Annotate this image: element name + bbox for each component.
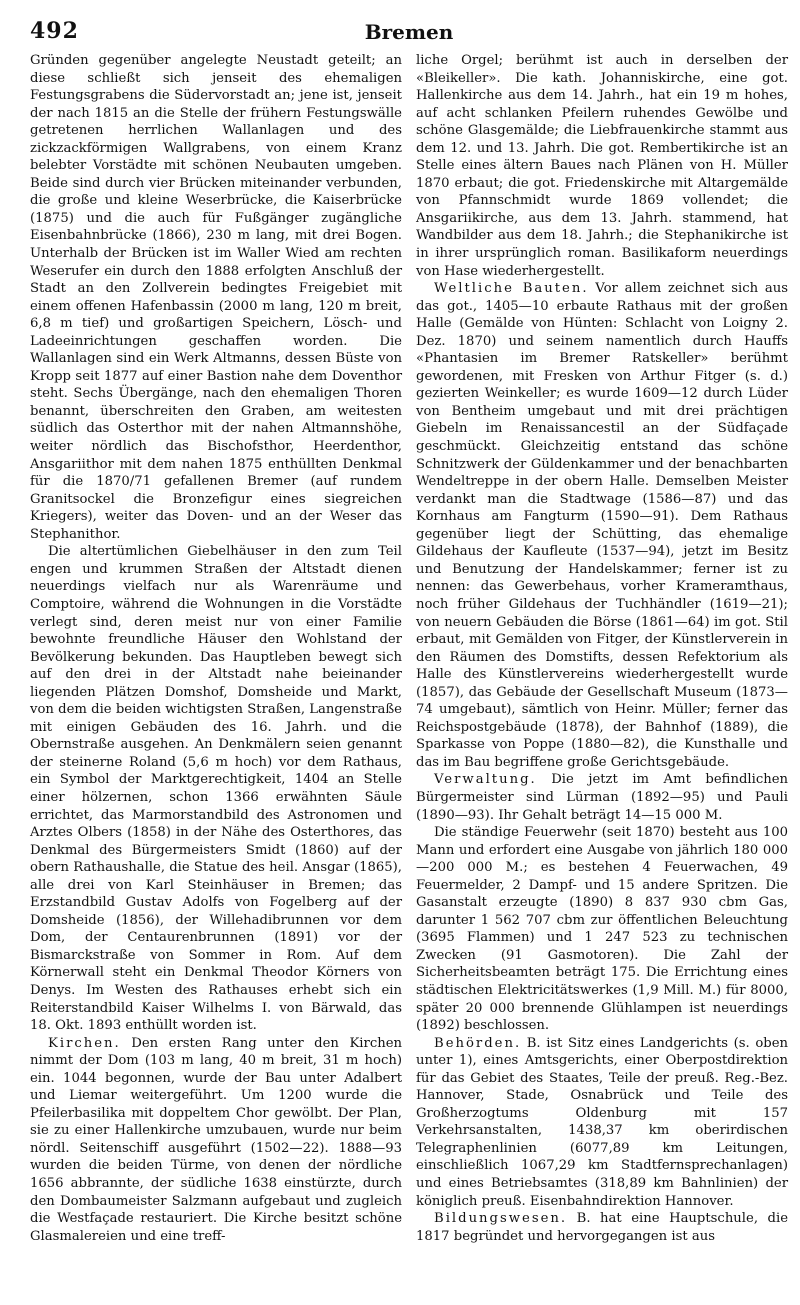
paragraph-weltliche-bauten <box>416 280 788 771</box>
page-header <box>30 18 788 54</box>
paragraph-kirchen <box>30 1035 402 1246</box>
paragraph-text: B. hat eine Hauptschule, die 1817 begründet und hervorgegangen ist aus <box>416 1211 788 1244</box>
section-label: Bildungswesen. <box>434 1211 568 1227</box>
section-label: Weltliche Bauten. <box>434 281 589 297</box>
running-title: Bremen <box>364 20 454 44</box>
paragraph-text: Die jetzt im Amt befindlichen Bürgermeister sind Lürman (1892—95) und Pauli (1890—93). Ihr Gehalt beträgt 14—15 000 M. <box>416 772 788 823</box>
paragraph-text: Vor allem zeichnet sich aus das got., 1405—10 erbaute Rathaus mit der großen Halle (Gemälde von Hünten: Schlacht von Loigny 2. Dez. 1870) und seinem namentlich durch Hauffs «Phantasien im Bremer Ratskeller» berühmt gewordenen, mit Fresken von Arthur Fitger (s. d.) gezierten Weinkeller; es wurde 1609—12 durch Lüder von Bentheim umgebaut und mit drei prächtigen Giebeln im Renaissancestil an der Südfaçade geschmückt. Gleichzeitig entstand das schöne Schnitzwerk der Güldenkammer und der benachbarten Wendeltreppe in der obern Halle. Demselben Meister verdankt man die Stadtwage (1586—87) und das Kornhaus am Fangturm (1590—91). Dem Rathaus gegenüber liegt der Schütting, das ehemalige Gildehaus der Kaufleute (1537—94), jetzt im Besitz und Benutzung der Handelskammer; ferner ist zu nennen: das Gewerbehaus, vorher Krameramthaus, noch früher Gildehaus der Tuchhändler (1619—21); von neuern Gebäuden die Börse (1861—64) im got. Stil erbaut, mit Gemälden von Fitger, der Künstlerverein in den Räumen des Domstifts, dessen Refektorium als Halle des Künstlervereins wiederhergestellt wurde (1857), das Gebäude der Gesellschaft Museum (1873—74 umgebaut), sämtlich von Heinr. Müller; ferner das Reichspostgebäude (1878), der Bahnhof (1889), die Sparkasse von Poppe (1880—82), die Kunsthalle und das im Bau begriffene große Gerichtsgebäude. <box>416 281 788 770</box>
paragraph: Die altertümlichen Giebelhäuser in den zum Teil engen und krummen Straßen der Altstadt dienen neuerdings vielfach nur als Warenräume und Comptoire, während die Wohnungen in die Vorstädte verlegt sind, deren meist nur von einer Familie bewohnte freundliche Häuser den Wohlstand der Bevölkerung bekunden. Das Hauptleben bewegt sich auf den drei in der Altstadt nahe beieinander liegenden Plätzen Domshof, Domsheide und Markt, von dem die beiden wichtigsten Straßen, Langenstraße mit einigen Gebäuden des 16. Jahrh. und die Obernstraße ausgehen. An Denkmälern seien genannt der steinerne Roland (5,6 m hoch) vor dem Rathaus, ein Symbol der Marktgerechtigkeit, 1404 an Stelle einer hölzernen, schon 1366 erwähnten Säule errichtet, das Marmorstandbild des Astronomen und Arztes Olbers (1858) in der Nähe des Osterthores, das Denkmal des Bürgermeisters Smidt (1860) auf der obern Rathaushalle, die Statue des heil. Ansgar (1865), alle drei von Karl Steinhäuser in Bremen; das Erzstandbild Gustav Adolfs von Fogelberg auf der Domsheide (1856), der Willehadibrunnen vor dem Dom, der Centaurenbrunnen (1891) vor der Bismarckstraße von Sommer in Rom. Auf dem Körnerwall steht ein Denkmal Theodor Körners von Denys. Im Westen des Rathauses erhebt sich ein Reiterstandbild Kaiser Wilhelms I. von Bärwald, das 18. Okt. 1893 enthüllt worden ist. <box>30 544 402 1034</box>
paragraph-behoerden <box>416 1035 788 1210</box>
paragraph-text: Den ersten Rang unter den Kirchen nimmt der Dom (103 m lang, 40 m breit, 31 m hoch) ein. 1044 begonnen, wurde der Bau unter Adalbert und Liemar weitergeführt. Um 1200 wurde die Pfeilerbasilika mit doppeltem Chor gewölbt. Der Plan, sie zu einer Hallenkirche umzubauen, wurde nur beim nördl. Seitenschiff ausgeführt (1502—22). 1888—93 wurden die beiden Türme, von denen der nördliche 1656 abbrannte, der südliche 1638 einstürzte, durch den Dombaumeister Salzmann aufgebaut und zugleich die Westfaçade restauriert. Die Kirche besitzt schöne Glasmalereien und eine treff- <box>30 1035 402 1244</box>
paragraph: Gründen gegenüber angelegte Neustadt geteilt; an diese schließt sich jenseit des ehemaligen Festungsgrabens die Südervorstadt an; jene ist, jenseit der nach 1815 an die Stelle der frühern Festungswälle getretenen herrlichen Wallanlagen und des zickzackförmigen Wallgrabens, von einem Kranz belebter Vorstädte mit schönen Neubauten umgeben. Beide sind durch vier Brücken miteinander verbunden, die große und kleine Weserbrücke, die Kaiserbrücke (1875) und die auch für Fußgänger zugängliche Eisenbahnbrücke (1866), 230 m lang, mit drei Bogen. Unterhalb der Brücken ist im Waller Wied am rechten Weserufer ein durch den 1888 erfolgten Anschluß der Stadt an den Zollverein bedingtes Freigebiet mit einem offenen Hafenbassin (2000 m lang, 120 m breit, 6,8 m tief) und großartigen Speichern, Lösch- und Ladeeinrichtungen geschaffen worden. Die Wallanlagen sind ein Werk Altmanns, dessen Büste von Kropp seit 1877 auf einer Bastion nahe dem Doventhor steht. Sechs Übergänge, nach den ehemaligen Thoren benannt, überschreiten den Graben, am weitesten südlich das Osterthor mit der nahen Altmannshöhe, weiter nördlich das Bischofsthor, Heerdenthor, Ansgariithor mit dem nahen 1875 enthüllten Denkmal für die 1870/71 gefallenen Bremer (auf rundem Granitsockel die Bronzefigur eines siegreichen Kriegers), weiter das Doven- und an der Weser das Stephanithor. <box>30 53 402 542</box>
right-column <box>416 52 788 1245</box>
paragraph: liche Orgel; berühmt ist auch in derselben der «Bleikeller». Die kath. Johanniskirche, eine got. Hallenkirche aus dem 14. Jahrh., hat ein 19 m hohes, auf acht schlanken Pfeilern ruhendes Gewölbe und schöne Glasgemälde; die Liebfrauenkirche stammt aus dem 12. und 13. Jahrh. Die got. Rembertikirche ist an Stelle eines ältern Baues nach Plänen von H. Müller 1870 erbaut; die got. Friedenskirche mit Altargemälde von Pfannschmidt wurde 1869 vollendet; die Ansgariikirche, aus dem 13. Jahrh. stammend, hat Wandbilder aus dem 18. Jahrh.; die Stephanikirche ist in ihrer ursprünglich roman. Basilikaform neuerdings von Hase wiederhergestellt. <box>416 53 788 279</box>
text-columns <box>30 52 788 1245</box>
section-label: Verwaltung. <box>434 772 537 788</box>
paragraph-verwaltung <box>416 771 788 824</box>
left-column <box>30 52 402 1245</box>
paragraph-bildungswesen <box>416 1210 788 1245</box>
section-label: Behörden. <box>434 1035 522 1051</box>
paragraph-text: B. ist Sitz eines Landgerichts (s. oben unter 1), eines Amtsgerichts, einer Oberpostdirektion für das Gebiet des Staates, Teile der preuß. Reg.-Bez. Hannover, Stade, Osnabrück und Teile des Großherzogtums Oldenburg mit 157 Verkehrsanstalten, 1438,37 km oberirdischen Telegraphenlinien (6077,89 km Leitungen, einschließlich 1067,29 km Stadtfernsprechanlagen) und eines Betriebsamtes (318,89 km Bahnlinien) der königlich preuß. Eisenbahndirektion Hannover. <box>416 1035 788 1209</box>
section-label: Kirchen. <box>48 1035 121 1051</box>
paragraph: Die ständige Feuerwehr (seit 1870) besteht aus 100 Mann und erfordert eine Ausgabe von jährlich 180 000—200 000 M.; es bestehen 4 Feuerwachen, 49 Feuermelder, 2 Dampf- und 15 andere Spritzen. Die Gasanstalt erzeugte (1890) 8 837 930 cbm Gas, darunter 1 562 707 cbm zur öffentlichen Beleuchtung (3695 Flammen) und 1 247 523 zu technischen Zwecken (91 Gasmotoren). Die Zahl der Sicherheitsbeamten beträgt 175. Die Errichtung eines städtischen Elektricitätswerkes (1,9 Mill. M.) für 8000, später 20 000 brennende Glühlampen ist neuerdings (1892) beschlossen. <box>416 825 788 1034</box>
page-number: 492 <box>30 18 79 44</box>
